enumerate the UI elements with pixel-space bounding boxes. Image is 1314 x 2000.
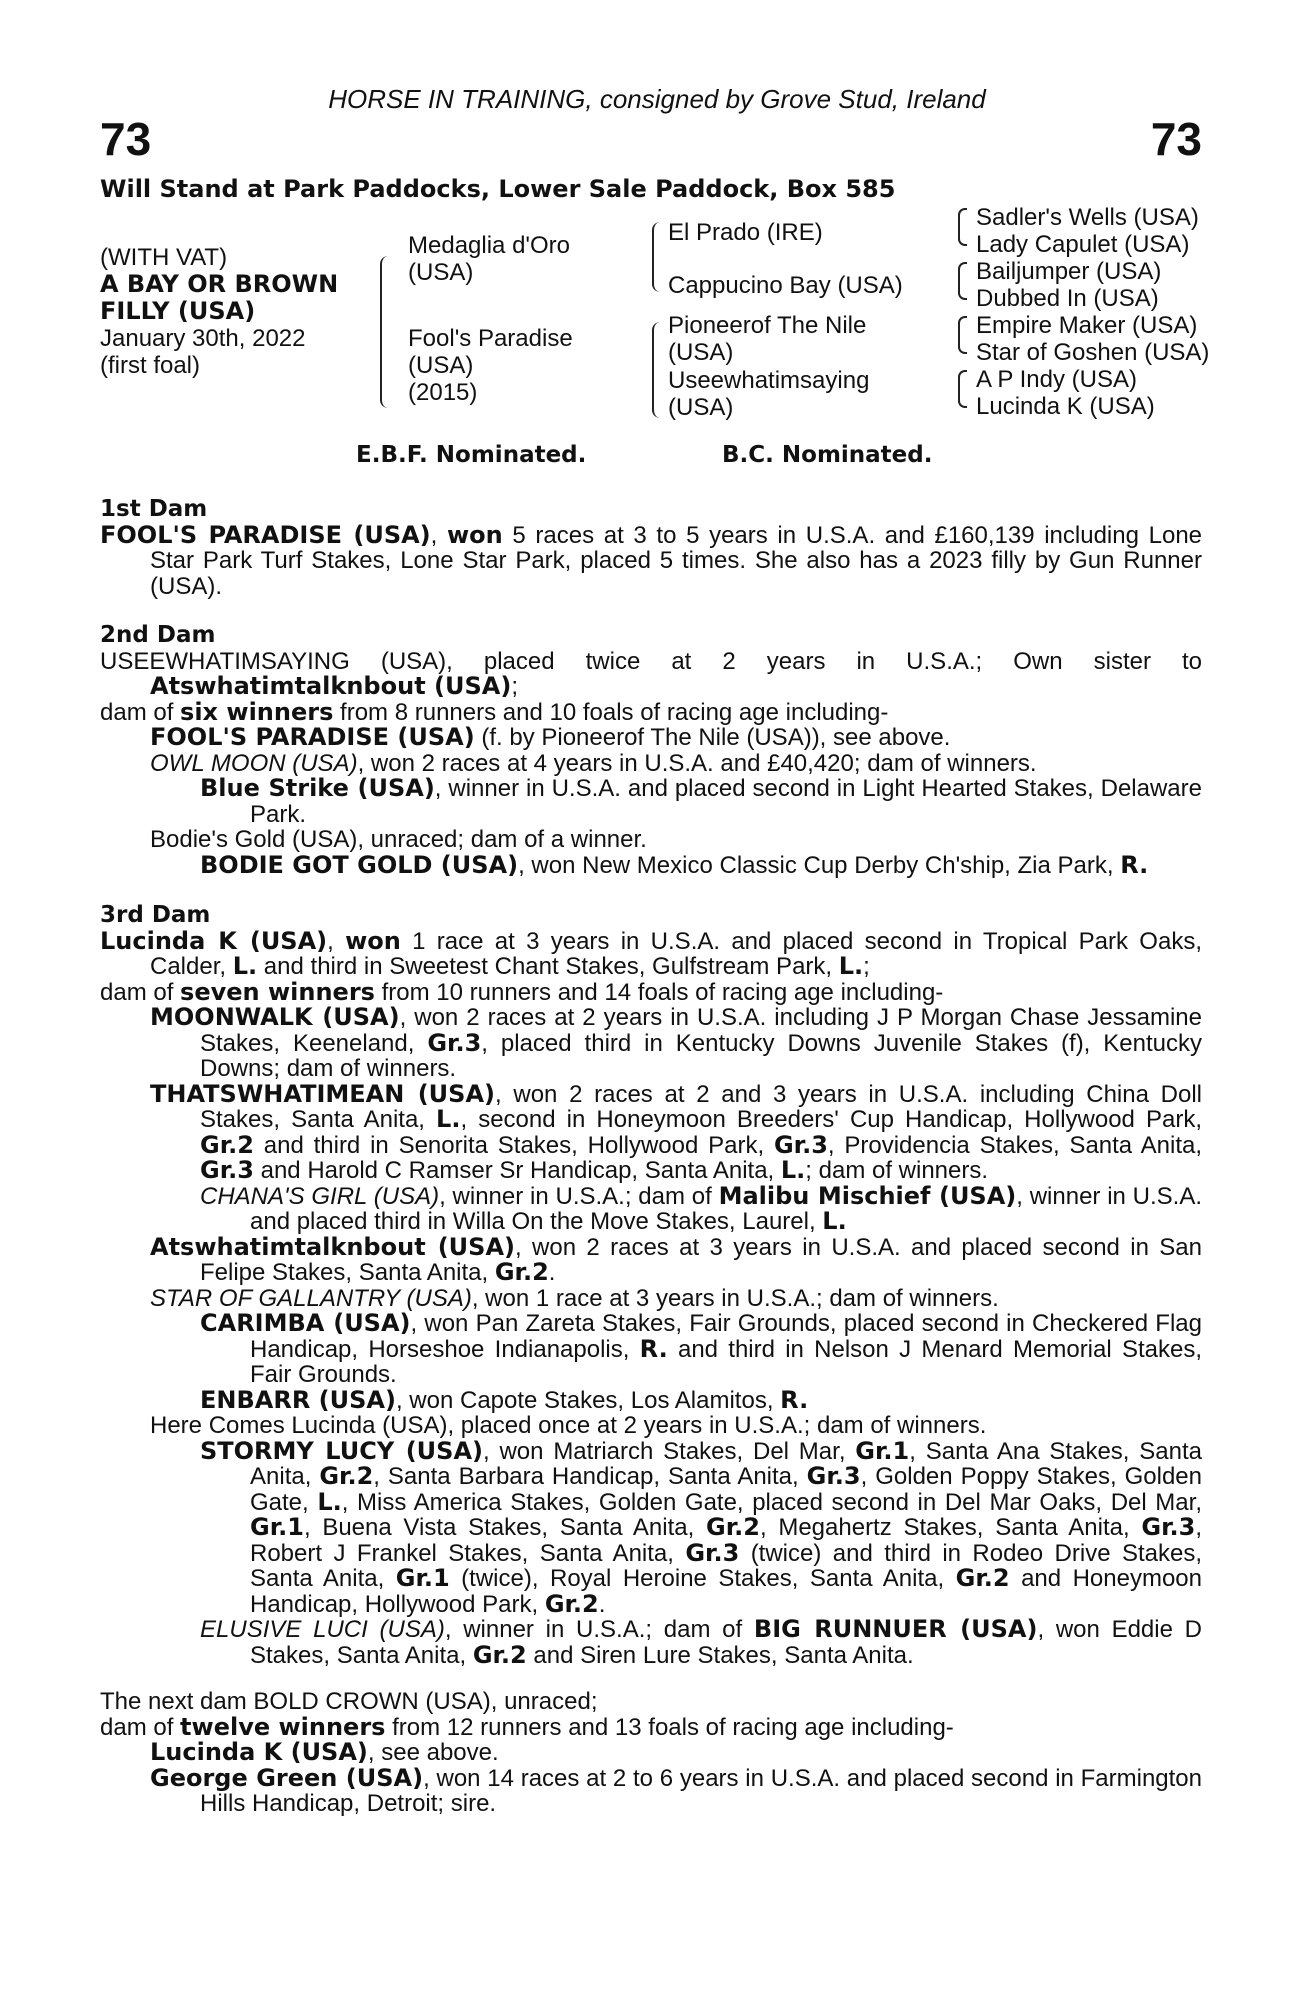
pedigree-brace-g3-2-bot (958, 280, 967, 300)
dam3-damof-a: dam of (100, 978, 181, 1006)
grade-gr3: Gr.3 (806, 1462, 861, 1490)
dam-name: Fool's Paradise (408, 325, 573, 352)
here-text: Here Comes Lucinda (USA), placed once at 2 years in U.S.A.; dam of winners. (150, 1412, 987, 1439)
grade-gr3: Gr.3 (427, 1028, 482, 1057)
dam1-section (100, 497, 1202, 599)
g3-lady-capulet: Lady Capulet (USA) (976, 231, 1190, 258)
dam3-text-b: and third in Sweetest Chant Stakes, Gulfstream Park, (257, 953, 839, 980)
stormy-i: (twice) and third in Rodeo Drive Stakes, Santa Anita, (250, 1539, 1203, 1592)
grade-l: L. (232, 952, 258, 980)
grade-gr2: Gr.2 (200, 1130, 254, 1159)
stormy-e: , Miss America Stakes, Golden Gate, placed second in Del Mar Oaks, Del Mar, (341, 1488, 1202, 1516)
grade-l: L. (436, 1105, 461, 1133)
dam2-entry-1 (100, 725, 1202, 751)
horse-name-1: A BAY OR BROWN (100, 270, 339, 298)
dam-sire-country: (USA) (668, 339, 734, 366)
dam3-elusive-luci (100, 1617, 1202, 1668)
dam2-entry-5 (100, 850, 1202, 879)
dam2-semi: ; (511, 673, 518, 700)
star-name: STAR OF GALLANTRY (USA) (150, 1284, 472, 1312)
stormy-j: (twice), Royal Heroine Stakes, Santa Anita, (449, 1565, 956, 1592)
stormy-name: STORMY LUCY (USA) (200, 1436, 483, 1465)
chana-a: , winner in U.S.A.; dam of (439, 1182, 719, 1210)
dam3-chanas-girl (100, 1181, 1203, 1235)
dam2-e5-name: BODIE GOT GOLD (USA) (200, 850, 519, 879)
thats-a: , won 2 races at 2 and 3 years in U.S.A. including China Doll Stakes, Santa Anita, (200, 1080, 1202, 1133)
thats-d: , Providencia Stakes, Santa Anita, (827, 1131, 1203, 1159)
dam2-section (100, 623, 1202, 878)
pedigree-brace-g3-1-bot (958, 226, 967, 246)
grade-r: R. (639, 1334, 668, 1363)
dam2-intro (100, 649, 1202, 700)
dam1-text: FOOL'S PARADISE (USA), won 5 races at 3 to 5 years in U.S.A. and £160,139 including Lone Star Park Turf Stakes, Lone Star Park, placed 5 times. She also has a 2023 filly by Gun Runner (USA). (100, 520, 1203, 600)
stormy-h: , Robert J Frankel Stakes, Santa Anita, (250, 1514, 1202, 1567)
grade-gr2: Gr.2 (494, 1258, 549, 1286)
grade-l: L. (822, 1207, 847, 1235)
g3-bailjumper: Bailjumper (USA) (976, 258, 1162, 285)
dam2-e5-grade: R. (1120, 850, 1149, 879)
dam3-stormy-lucy (100, 1436, 1203, 1618)
dam2-damof (100, 697, 1202, 726)
elusive-c: , won Eddie D Stakes, Santa Anita, (250, 1616, 1202, 1669)
next-damof-b: from 12 runners and 13 foals of racing age including- (385, 1713, 954, 1741)
grade-l: L. (838, 952, 864, 980)
dam2-e4-text: Bodie's Gold (USA), unraced; dam of a winner. (150, 826, 647, 853)
dam1-won: won (446, 520, 503, 549)
dam2-intro-text: USEEWHATIMSAYING (USA), placed twice at 2 years in U.S.A.; Own sister to (100, 647, 1202, 675)
dam-sire-name: Pioneerof The Nile (668, 312, 867, 339)
pedigree-brace-main-bot (380, 338, 390, 408)
dam2-e3-name: Blue Strike (USA) (200, 774, 435, 802)
pedigree-dam-dam (668, 367, 869, 421)
dam3-enbarr (100, 1385, 1202, 1414)
ats-b: . (548, 1259, 556, 1286)
pedigree-brace-dam-top (652, 322, 662, 368)
dam-dam-name: Useewhatimsaying (668, 367, 870, 394)
thats-e: and Harold C Ramser Sr Handicap, Santa Anita, (253, 1157, 781, 1184)
grade-gr3: Gr.3 (200, 1156, 254, 1184)
grade-l: L. (780, 1156, 806, 1184)
stormy-k: and Honeymoon Handicap, Hollywood Park, (250, 1565, 1203, 1618)
grade-gr3: Gr.3 (1141, 1513, 1196, 1541)
dam2-entry-2 (100, 751, 1202, 777)
star-a: , won 1 race at 3 years in U.S.A.; dam of winners. (471, 1284, 999, 1312)
next-dam-entry-1 (100, 1740, 1202, 1766)
grade-l: L. (317, 1487, 342, 1516)
horse-block (100, 244, 338, 379)
next-dam-damof (100, 1712, 1202, 1741)
grade-gr2: Gr.2 (472, 1640, 527, 1669)
dam1-text-b: Lone Star Park Turf Stakes, Lone Star Park, placed 5 times. She also has a 2023 filly by Gun Runner (USA). (150, 521, 1203, 600)
grade-gr1: Gr.1 (395, 1564, 450, 1592)
dam2-damof-a: dam of (100, 698, 181, 726)
dam2-entry-4 (100, 827, 1202, 853)
chana-c: , winner in U.S.A. and placed third in Willa On the Move Stakes, Laurel, (250, 1182, 1203, 1235)
stormy-b: , Santa Ana Stakes, Santa Anita, (250, 1437, 1202, 1490)
next-damof-a: dam of (100, 1713, 181, 1741)
ebf-nominated: E.B.F. Nominated. (356, 442, 587, 468)
dam1-name: FOOL'S PARADISE (USA) (100, 520, 431, 549)
grade-r: R. (780, 1385, 809, 1414)
g3-sadlers-wells: Sadler's Wells (USA) (976, 204, 1199, 231)
next-dam-entry-2 (100, 1763, 1202, 1817)
dam3-winners: seven winners (180, 977, 375, 1006)
stormy-f: , Buena Vista Stakes, Santa Anita, (303, 1514, 707, 1541)
dam3-intro: Lucinda K (USA), won 1 race at 3 years in U.S.A. and placed second in Tropical Park Oaks, Calder, L. and third in Sweetest Chant Stakes, Gulfstream Park, L.; (100, 926, 1202, 980)
chana-b: Malibu Mischief (USA) (718, 1181, 1017, 1210)
thats-c: and third in Senorita Stakes, Hollywood Park, (253, 1131, 774, 1159)
carimba-b: and third in Nelson J Menard Memorial Stakes, Fair Grounds. (250, 1335, 1202, 1388)
dam2-sister: Atswhatimtalknbout (USA) (150, 672, 512, 700)
grade-gr2: Gr.2 (319, 1462, 374, 1490)
dam3-star-of-gallantry (100, 1286, 1202, 1312)
dam3-atswhatimtalknbout (100, 1232, 1202, 1286)
ats-name: Atswhatimtalknbout (USA) (150, 1232, 515, 1261)
ats-a: , won 2 races at 3 years in U.S.A. and placed second in San Felipe Stakes, Santa Anita, (200, 1233, 1202, 1286)
dam2-damof-b: from 8 runners and 10 foals of racing age including- (333, 698, 889, 726)
pedigree-brace-sire-top (652, 222, 662, 256)
elusive-name: ELUSIVE LUCI (USA) (200, 1616, 445, 1643)
lot-number-left: 73 (100, 113, 152, 165)
grade-gr2: Gr.2 (544, 1589, 599, 1618)
lot-number-right: 73 (1150, 113, 1202, 165)
vat-note: (WITH VAT) (100, 244, 228, 271)
grade-gr3: Gr.3 (685, 1538, 740, 1567)
dam3-section (100, 903, 1202, 1668)
foal-note: (first foal) (100, 352, 201, 379)
grade-gr2: Gr.2 (955, 1564, 1010, 1592)
pedigree-brace-g3-3-bot (958, 334, 967, 354)
dam2-e2-text: , won 2 races at 4 years in U.S.A. and £40,420; dam of winners. (357, 749, 1037, 777)
pedigree-brace-dam-bot (652, 368, 662, 418)
dam3-damof (100, 977, 1202, 1006)
sire-name: Medaglia d'Oro (408, 232, 570, 259)
pedigree-dam-sire (668, 312, 866, 366)
chana-name: CHANA'S GIRL (USA) (200, 1182, 440, 1210)
pedigree-brace-main-top (380, 256, 390, 338)
dam-dam-country: (USA) (668, 394, 734, 421)
stand-location: Will Stand at Park Paddocks, Lower Sale Paddock, Box 585 (100, 175, 896, 203)
horse-dob: January 30th, 2022 (100, 325, 306, 352)
sire-country: (USA) (408, 259, 474, 286)
stormy-g: , Megahertz Stakes, Santa Anita, (759, 1514, 1142, 1541)
stormy-c: , Santa Barbara Handicap, Santa Anita, (373, 1463, 807, 1490)
stormy-l: . (598, 1590, 606, 1618)
consign-line: HORSE IN TRAINING, consigned by Grove Stud, Ireland (328, 84, 986, 114)
pedigree-sire-sire: El Prado (IRE) (668, 219, 823, 246)
dam-country: (USA) (408, 352, 474, 379)
dam1-heading: 1st Dam (100, 496, 208, 522)
thats-name: THATSWHATIMEAN (USA) (150, 1079, 495, 1108)
thats-f: ; dam of winners. (805, 1157, 989, 1184)
next-e1-text: , see above. (367, 1739, 499, 1766)
dam3-carimba (100, 1311, 1202, 1388)
stormy-d: , Golden Poppy Stakes, Golden Gate, (250, 1463, 1202, 1516)
dam2-e5-text: , won New Mexico Classic Cup Derby Ch'ship, Zia Park, (518, 851, 1121, 879)
moonwalk-a: , won 2 races at 2 years in U.S.A. including J P Morgan Chase Jessamine Stakes, Keeneland, (200, 1004, 1202, 1057)
dam-year: (2015) (408, 379, 478, 406)
moonwalk-b: , placed third in Kentucky Downs Juvenile Stakes (f), Kentucky Downs; dam of winners. (200, 1029, 1202, 1082)
dam3-text-a: 1 race at 3 years in U.S.A. and placed second in Tropical Park Oaks, Calder, (150, 927, 1202, 980)
dam2-e3-text: , winner in U.S.A. and placed second in Light Hearted Stakes, Delaware Park. (250, 775, 1202, 828)
dam2-heading: 2nd Dam (100, 622, 216, 648)
pedigree-sire-dam: Cappucino Bay (USA) (668, 272, 903, 299)
elusive-d: and Siren Lure Stakes, Santa Anita. (526, 1641, 914, 1669)
dam2-e1-text: (f. by Pioneerof The Nile (USA)), see above. (474, 724, 951, 751)
next-e2-text: , won 14 races at 2 to 6 years in U.S.A. and placed second in Farmington Hills Handicap, Detroit; sire. (200, 1764, 1202, 1817)
dam3-moonwalk (100, 1005, 1202, 1082)
bc-nominated: B.C. Nominated. (722, 442, 933, 468)
dam2-entry-3 (100, 776, 1202, 827)
enbarr-a: , won Capote Stakes, Los Alamitos, (395, 1386, 781, 1414)
dam2-winners: six winners (180, 697, 334, 726)
grade-gr1: Gr.1 (855, 1436, 910, 1465)
stormy-a: , won Matriarch Stakes, Del Mar, (483, 1437, 856, 1465)
elusive-b: BIG RUNNUER (USA) (753, 1615, 1038, 1643)
elusive-a: , winner in U.S.A.; dam of (444, 1616, 754, 1643)
horse-name-2: FILLY (USA) (100, 297, 256, 325)
carimba-a: , won Pan Zareta Stakes, Fair Grounds, placed second in Checkered Flag Handicap, Horseshoe Indianapolis, (250, 1310, 1202, 1363)
next-winners: twelve winners (180, 1712, 386, 1741)
pedigree-brace-g3-4-bot (958, 388, 967, 408)
dam1-text-a: 5 races at 3 to 5 years in U.S.A. and £160,139 including (502, 521, 1139, 549)
pedigree-brace-sire-bot (652, 256, 662, 292)
next-e1-name: Lucinda K (USA) (150, 1738, 368, 1766)
pedigree-sire (408, 232, 570, 286)
pedigree-brace-g3-4-top (958, 370, 967, 390)
next-dam-intro-text: The next dam BOLD CROWN (USA), unraced; (100, 1688, 598, 1715)
dam2-e2-name: OWL MOON (USA) (150, 749, 358, 777)
next-dam-intro (100, 1689, 1202, 1715)
dam3-thatswhatimean (100, 1079, 1203, 1184)
dam3-damof-b: from 10 runners and 14 foals of racing age including- (374, 978, 944, 1006)
enbarr-name: ENBARR (USA) (200, 1385, 396, 1414)
g3-empire-maker: Empire Maker (USA) (976, 312, 1198, 339)
pedigree-brace-g3-2-top (958, 262, 967, 282)
pedigree-brace-g3-3-top (958, 316, 967, 336)
grade-gr3: Gr.3 (773, 1130, 828, 1159)
dam3-here-comes-lucinda (100, 1413, 1202, 1439)
thats-b: , second in Honeymoon Breeders' Cup Handicap, Hollywood Park, (460, 1106, 1202, 1133)
pedigree-g3 (976, 204, 1209, 420)
g3-star-of-goshen: Star of Goshen (USA) (976, 339, 1210, 366)
dam3-text-c: ; (863, 953, 870, 980)
next-e2-name: George Green (USA) (150, 1763, 424, 1792)
moonwalk-name: MOONWALK (USA) (150, 1003, 400, 1031)
grade-gr1: Gr.1 (250, 1513, 304, 1541)
next-dam-section (100, 1689, 1202, 1817)
dam3-heading: 3rd Dam (100, 902, 211, 928)
g3-lucinda-k: Lucinda K (USA) (976, 393, 1155, 420)
dam3-won: won (345, 926, 401, 955)
g3-dubbed-in: Dubbed In (USA) (976, 285, 1159, 312)
pedigree-brace-g3-1-top (958, 208, 967, 228)
pedigree-dam (408, 325, 573, 406)
dam3-name: Lucinda K (USA) (100, 926, 328, 955)
carimba-name: CARIMBA (USA) (200, 1309, 411, 1337)
grade-gr2: Gr.2 (706, 1513, 760, 1541)
dam2-e1-name: FOOL'S PARADISE (USA) (150, 723, 475, 751)
g3-ap-indy: A P Indy (USA) (976, 366, 1137, 393)
